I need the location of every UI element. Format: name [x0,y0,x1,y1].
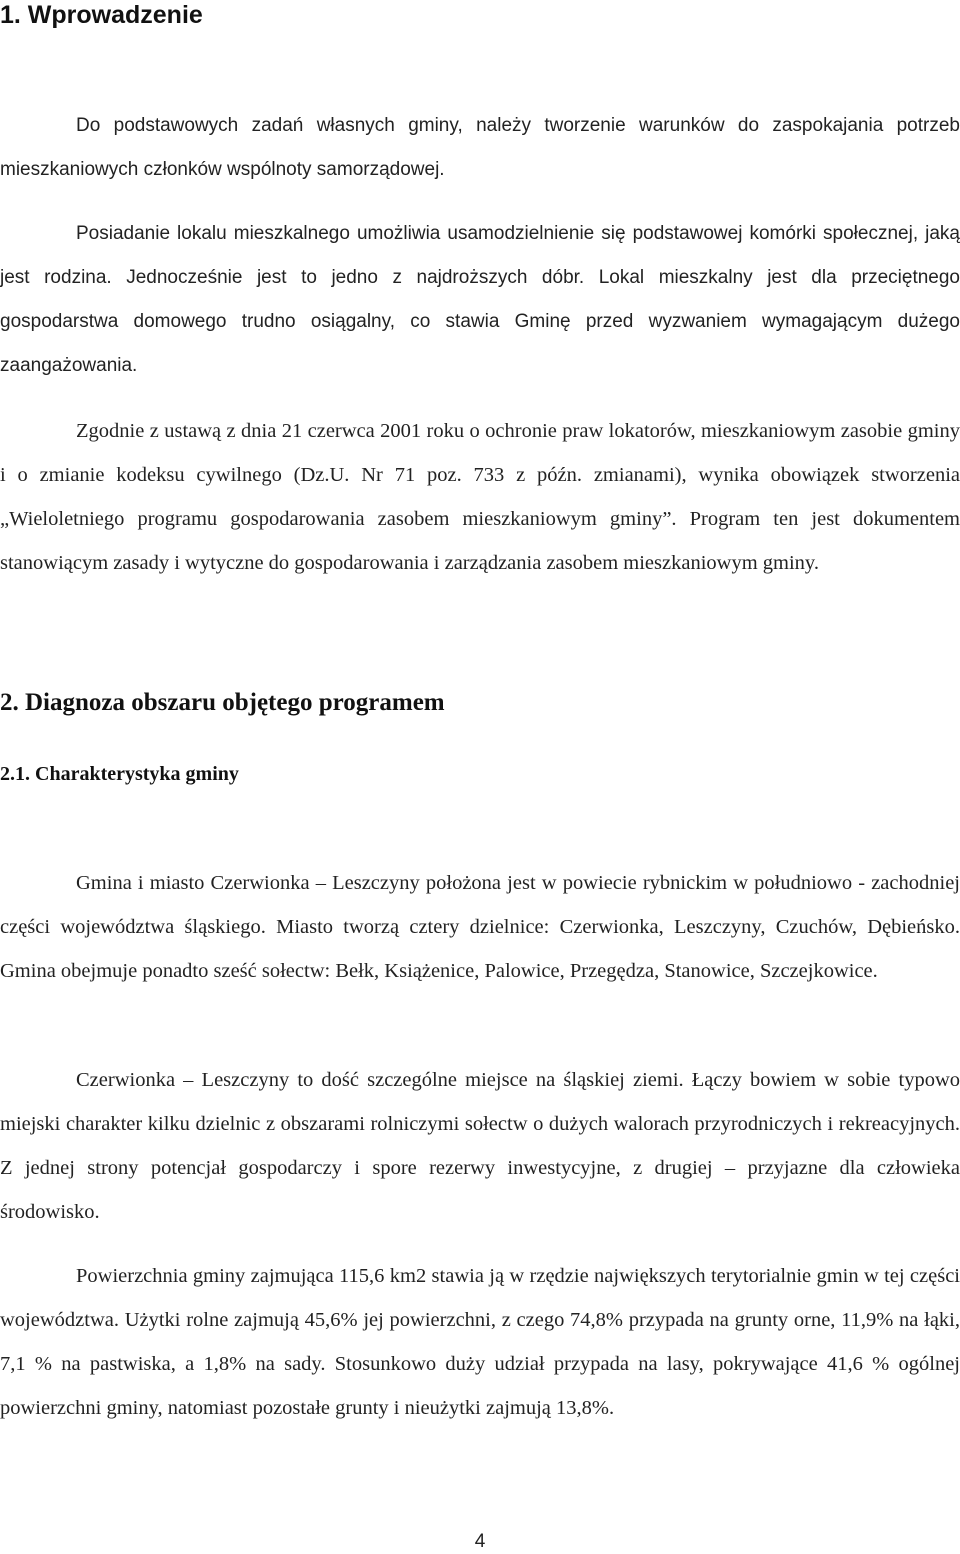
paragraph-housing-importance: Posiadanie lokalu mieszkalnego umożliwia usamodzielnienie się podstawowej komórki społecznej, jaką jest rodzina. Jednocześnie jest to jedno z najdroższych dóbr. Lokal mieszkalny jest dla przeciętnego gospodarstwa domowego trudno osiągalny, co stawia Gminę przed wyzwaniem wymagającym dużego zaangażowania. [0,223,960,376]
paragraph-land-area: Powierzchnia gminy zajmująca 115,6 km2 stawia ją w rzędzie największych terytorialnie gmin w tej części województwa. Użytki rolne zajmują 45,6% jej powierzchni, z czego 74,8% przypada na grunty orne, 11,9% na łąki, 7,1 % na pastwiska, a 1,8% na sady. Stosunkowo duży udział przypada na lasy, pokrywające 41,6 % ogólnej powierzchni gminy, natomiast pozostałe grunty i nieużytki zajmują 13,8%. [0,1265,960,1419]
paragraph-legal-basis: Zgodnie z ustawą z dnia 21 czerwca 2001 roku o ochronie praw lokatorów, mieszkaniowym zasobie gminy i o zmianie kodeksu cywilnego (Dz.U. Nr 71 poz. 733 z późn. zmianami), wynika obowiązek stworzenia „Wieloletniego programu gospodarowania zasobem mieszkaniowym gminy”. Program ten jest dokumentem stanowiącym zasady i wytyczne do gospodarowania i zarządzania zasobem mieszkaniowym gminy. [0,420,960,574]
paragraph-location: Gmina i miasto Czerwionka – Leszczyny położona jest w powiecie rybnickim w południowo - zachodniej części województwa śląskiego. Miasto tworzą cztery dzielnice: Czerwionka, Leszczyny, Czuchów, Dębieńsko. Gmina obejmuje ponadto sześć sołectw: Bełk, Książenice, Palowice, Przegędza, Stanowice, Szczejkowice. [0,872,960,982]
paragraph-character: Czerwionka – Leszczyny to dość szczególne miejsce na śląskiej ziemi. Łączy bowiem w sobie typowo miejski charakter kilku dzielnic z obszarami rolniczymi sołectw o dużych walorach przyrodniczych i rekreacyjnych. Z jednej strony potencjał gospodarczy i spore rezerwy inwestycyjne, z drugiej – przyjazne dla człowieka środowisko. [0,1069,960,1223]
page-number: 4 [474,1531,486,1552]
heading-municipality-characteristics: 2.1. Charakterystyka gminy [0,763,239,785]
heading-diagnosis: 2. Diagnoza obszaru objętego programem [0,689,445,716]
paragraph-municipal-tasks: Do podstawowych zadań własnych gminy, należy tworzenie warunków do zaspokajania potrzeb mieszkaniowych członków wspólnoty samorządowej. [0,115,960,180]
heading-introduction: 1. Wprowadzenie [0,1,203,29]
